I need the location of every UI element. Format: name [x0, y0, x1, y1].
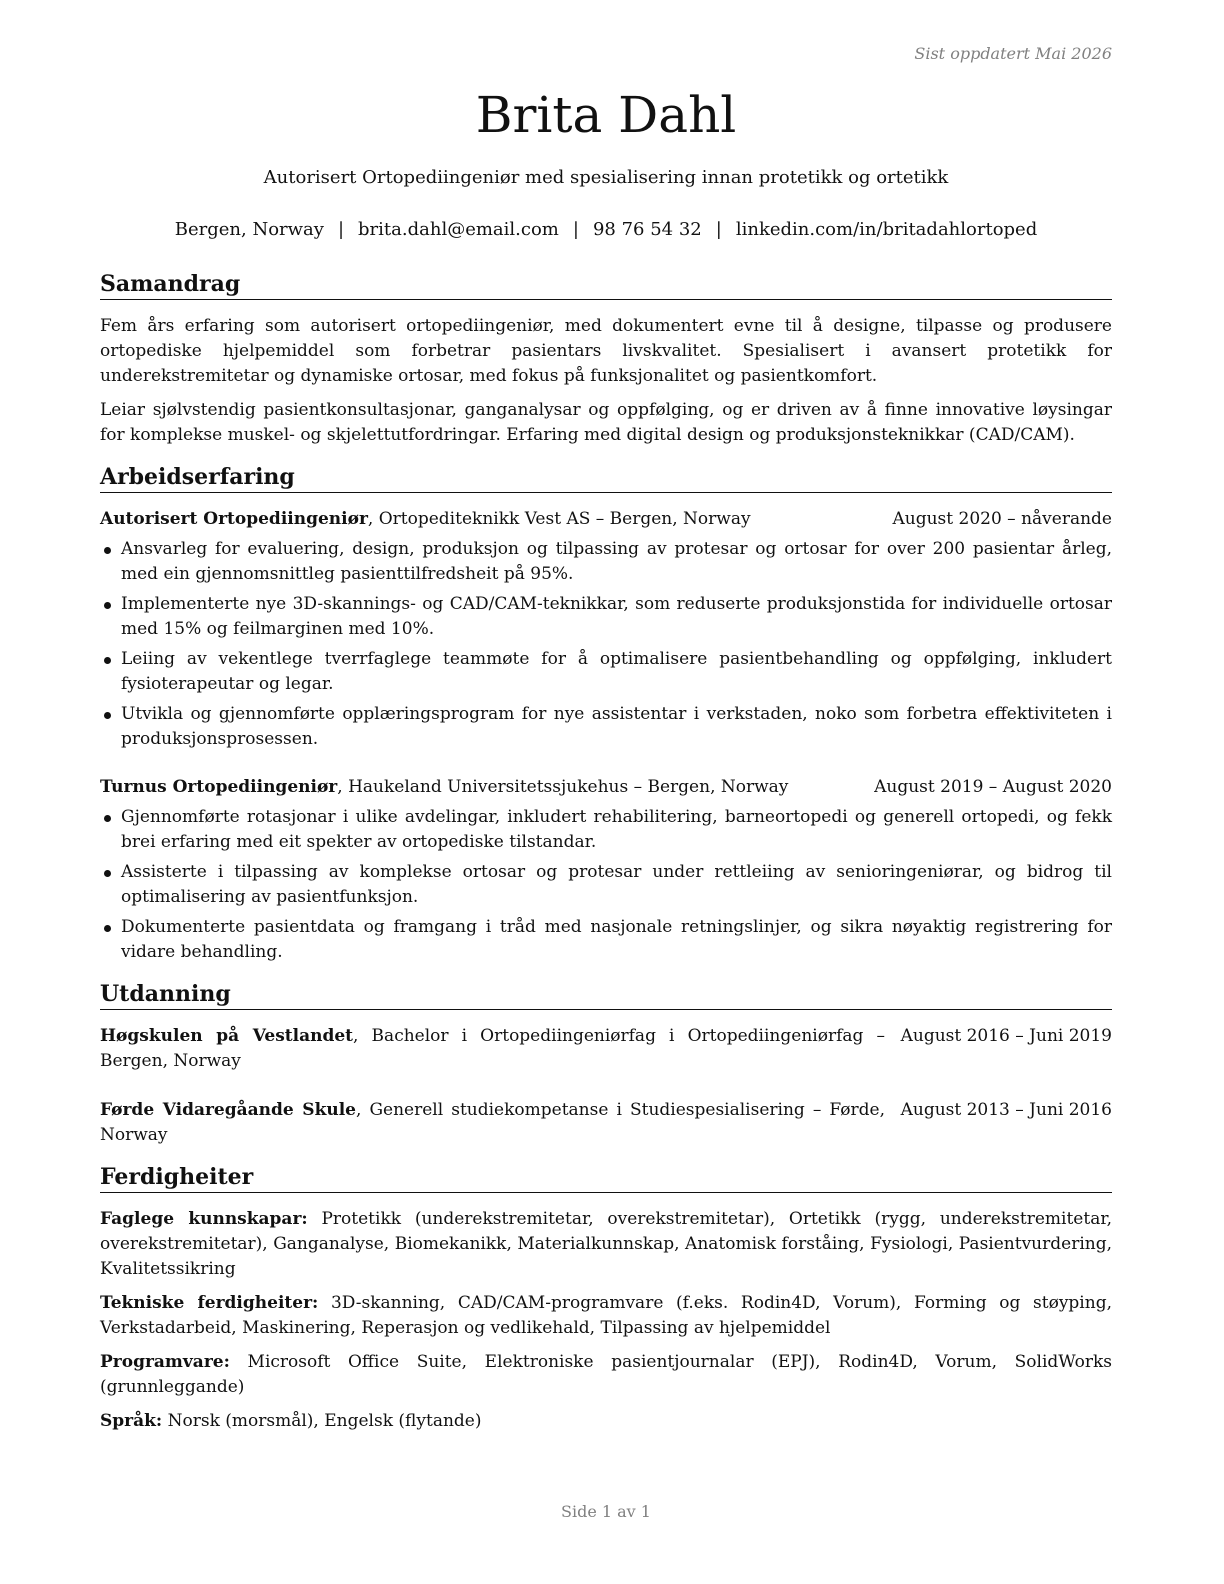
job-title-line: [100, 775, 788, 800]
job-org: , Ortopediteknikk Vest AS – Bergen, Norway: [367, 509, 751, 529]
education-detail: , Generell studiekompetanse i Studiespesialisering – Førde, Norway: [100, 1100, 885, 1145]
resume-page: [100, 0, 1112, 1584]
education-school: Høgskulen på Vestlandet: [100, 1026, 354, 1046]
skill-row: [100, 1409, 1112, 1434]
skill-value: Protetikk (underekstremitetar, overekstremitetar), Ortetikk (rygg, underekstremitetar, overekstremitetar), Ganganalyse, Biomekanikk, Materialkunnskap, Anatomisk forståing, Fysiologi, Pasientvurdering, Kvalitetssikring: [100, 1209, 1112, 1279]
contact-linkedin[interactable]: linkedin.com/in/britadahlortoped: [735, 219, 1038, 240]
job-org: , Haukeland Universitetssjukehus – Bergen, Norway: [337, 777, 789, 797]
job-header: [100, 507, 1112, 532]
job-dates: August 2020 – nåverande: [892, 509, 1112, 529]
education-text: [100, 1098, 885, 1148]
skill-label: Programvare:: [100, 1352, 230, 1372]
skill-label: Språk:: [100, 1411, 163, 1431]
section-title-education: Utdanning: [100, 980, 1112, 1010]
skill-value: Norsk (morsmål), Engelsk (flytande): [162, 1411, 482, 1431]
bullet-item: Dokumenterte pasientdata og framgang i tråd med nasjonale retningslinjer, og sikra nøyaktig registrering for vidare behandling.: [100, 915, 1112, 965]
education-dates: August 2013 – Juni 2016: [900, 1100, 1112, 1120]
contact-separator: |: [572, 219, 579, 240]
contact-separator: |: [715, 219, 722, 240]
candidate-name: Brita Dahl: [475, 86, 737, 144]
contact-location: Bergen, Norway: [174, 219, 324, 240]
education-item: [100, 1024, 1112, 1074]
contact-email[interactable]: brita.dahl@email.com: [358, 219, 559, 240]
summary-paragraph: Fem års erfaring som autorisert ortopediingeniør, med dokumentert evne til å designe, tilpasse og produsere ortopediske hjelpemiddel som forbetrar pasientars livskvalitet. Spesialisert i avansert protetikk for underekstremitetar og dynamiske ortosar, med fokus på funksjonalitet og pasientkomfort.: [100, 316, 1112, 386]
section-title-skills: Ferdigheiter: [100, 1163, 1112, 1193]
page-number-footer: Side 1 av 1: [561, 1502, 651, 1521]
skill-row: [100, 1350, 1112, 1400]
skill-value: 3D-skanning, CAD/CAM-programvare (f.eks. Rodin4D, Vorum), Forming og støyping, Verkstadarbeid, Maskinering, Reperasjon og vedlikehald, Tilpassing av hjelpemiddel: [100, 1293, 1112, 1338]
bullet-item: Ansvarleg for evaluering, design, produksjon og tilpassing av protesar og ortosar for over 200 pasientar årleg, med ein gjennomsnittleg pasienttilfredsheit på 95%.: [100, 537, 1112, 587]
bullet-item: Assisterte i tilpassing av komplekse ortosar og protesar under rettleiing av senioringeniørar, og bidrog til optimalisering av pasientfunksjon.: [100, 860, 1112, 910]
job-header: [100, 775, 1112, 800]
skill-label: Tekniske ferdigheiter:: [100, 1293, 319, 1313]
education-text: [100, 1024, 885, 1074]
education-dates: August 2016 – Juni 2019: [900, 1026, 1112, 1046]
skill-value: Microsoft Office Suite, Elektroniske pasientjournalar (EPJ), Rodin4D, Vorum, SolidWorks (grunnleggande): [100, 1352, 1112, 1397]
education-item: [100, 1098, 1112, 1148]
skill-row: [100, 1207, 1112, 1282]
contact-phone: 98 76 54 32: [592, 219, 702, 240]
education-detail: , Bachelor i Ortopediingeniørfag i Ortopediingeniørfag – Bergen, Norway: [100, 1026, 885, 1071]
skill-row: [100, 1291, 1112, 1341]
job-title-line: [100, 507, 751, 532]
bullet-item: Gjennomførte rotasjonar i ulike avdelingar, inkludert rehabilitering, barneortopedi og generell ortopedi, og fekk brei erfaring med eit spekter av ortopediske tilstandar.: [100, 805, 1112, 855]
job-bullets: [100, 805, 1112, 970]
education-school: Førde Vidaregåande Skule: [100, 1100, 356, 1120]
bullet-item: Implementerte nye 3D-skannings- og CAD/CAM-teknikkar, som reduserte produksjonstida for individuelle ortosar med 15% og feilmarginen med 10%.: [100, 592, 1112, 642]
job-role: Turnus Ortopediingeniør: [100, 777, 338, 797]
contact-line: [100, 219, 1112, 240]
bullet-item: Leiing av vekentlege tverrfaglege teammøte for å optimalisere pasientbehandling og oppfølging, inkludert fysioterapeutar og legar.: [100, 647, 1112, 697]
bullet-item: Utvikla og gjennomførte opplæringsprogram for nye assistentar i verkstaden, noko som forbetra effektiviteten i produksjonsprosessen.: [100, 702, 1112, 752]
job-role: Autorisert Ortopediingeniør: [100, 509, 368, 529]
summary-paragraph: Leiar sjølvstendig pasientkonsultasjonar, ganganalysar og oppfølging, og er driven av å finne innovative løysingar for komplekse muskel- og skjelettutfordringar. Erfaring med digital design og produksjonsteknikkar (CAD/CAM).: [100, 400, 1112, 445]
section-title-experience: Arbeidserfaring: [100, 463, 1112, 493]
job-bullets: [100, 537, 1112, 757]
contact-separator: |: [337, 219, 345, 240]
section-title-summary: Samandrag: [100, 270, 1112, 300]
tagline: Autorisert Ortopediingeniør med spesialisering innan protetikk og ortetikk: [263, 167, 949, 188]
job-dates: August 2019 – August 2020: [874, 777, 1112, 797]
last-updated-note: Sist oppdatert Mai 2026: [914, 44, 1112, 63]
skill-label: Faglege kunnskapar:: [100, 1209, 308, 1229]
